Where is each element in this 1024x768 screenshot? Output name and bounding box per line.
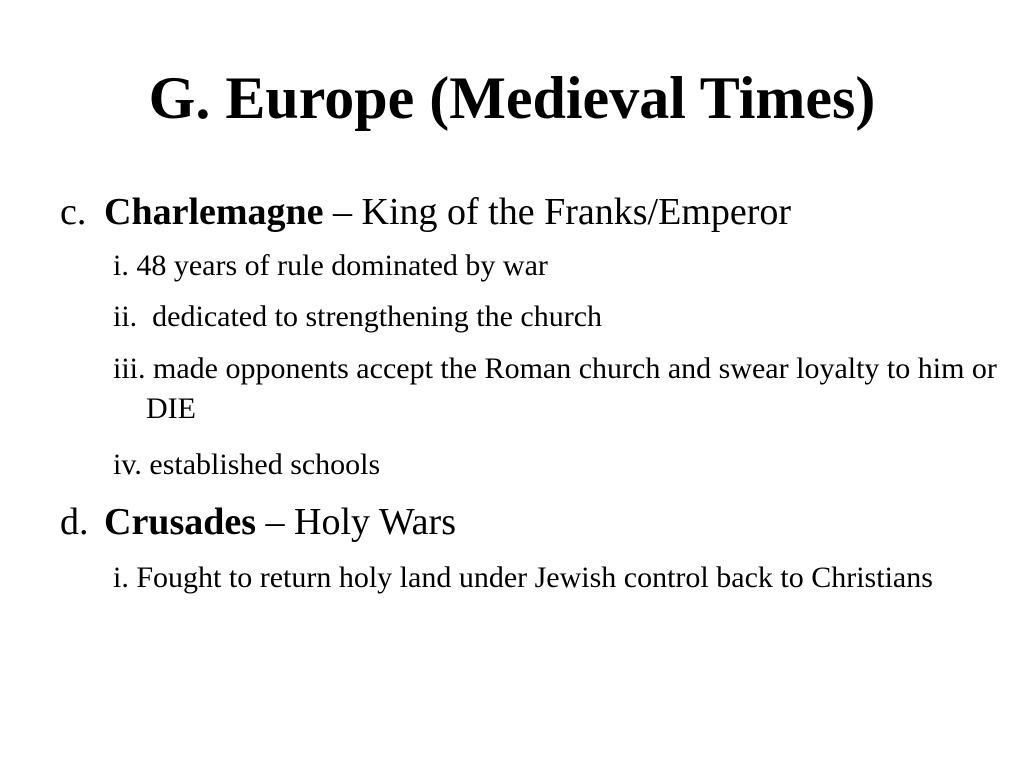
bullet-description: – King of the Franks/Emperor <box>323 191 792 233</box>
bullet-term: Charlemagne <box>104 191 324 233</box>
sub-bullet-marker: i. <box>113 249 129 282</box>
slide-title: G. Europe (Medieval Times) <box>148 65 876 131</box>
sub-bullet-marker: iv. <box>113 448 142 481</box>
sub-bullet <box>113 445 1006 485</box>
sub-bullet-marker: ii. <box>113 300 138 333</box>
bullet-marker: d. <box>60 501 89 543</box>
sub-bullet <box>113 558 1006 598</box>
bullet-term: Crusades <box>104 501 257 543</box>
sub-bullet-text: dedicated to strengthening the church <box>152 300 603 333</box>
sub-bullet <box>113 297 1006 337</box>
sub-bullet-text: made opponents accept the Roman church and swear loyalty to him or DIE <box>146 352 997 425</box>
bullet-crusades <box>60 500 456 544</box>
sub-bullet-marker: i. <box>113 561 129 594</box>
sub-bullet-text: established schools <box>149 448 381 481</box>
bullet-description: – Holy Wars <box>256 501 456 543</box>
bullet-charlemagne <box>60 190 791 234</box>
sub-bullet-text: Fought to return holy land under Jewish control back to Christians <box>136 561 933 594</box>
sub-bullet <box>113 246 1006 286</box>
sub-bullet-text: 48 years of rule dominated by war <box>136 249 548 282</box>
bullet-marker: c. <box>60 191 87 233</box>
sub-bullet-marker: iii. <box>113 352 146 385</box>
sub-bullet <box>113 349 1006 429</box>
